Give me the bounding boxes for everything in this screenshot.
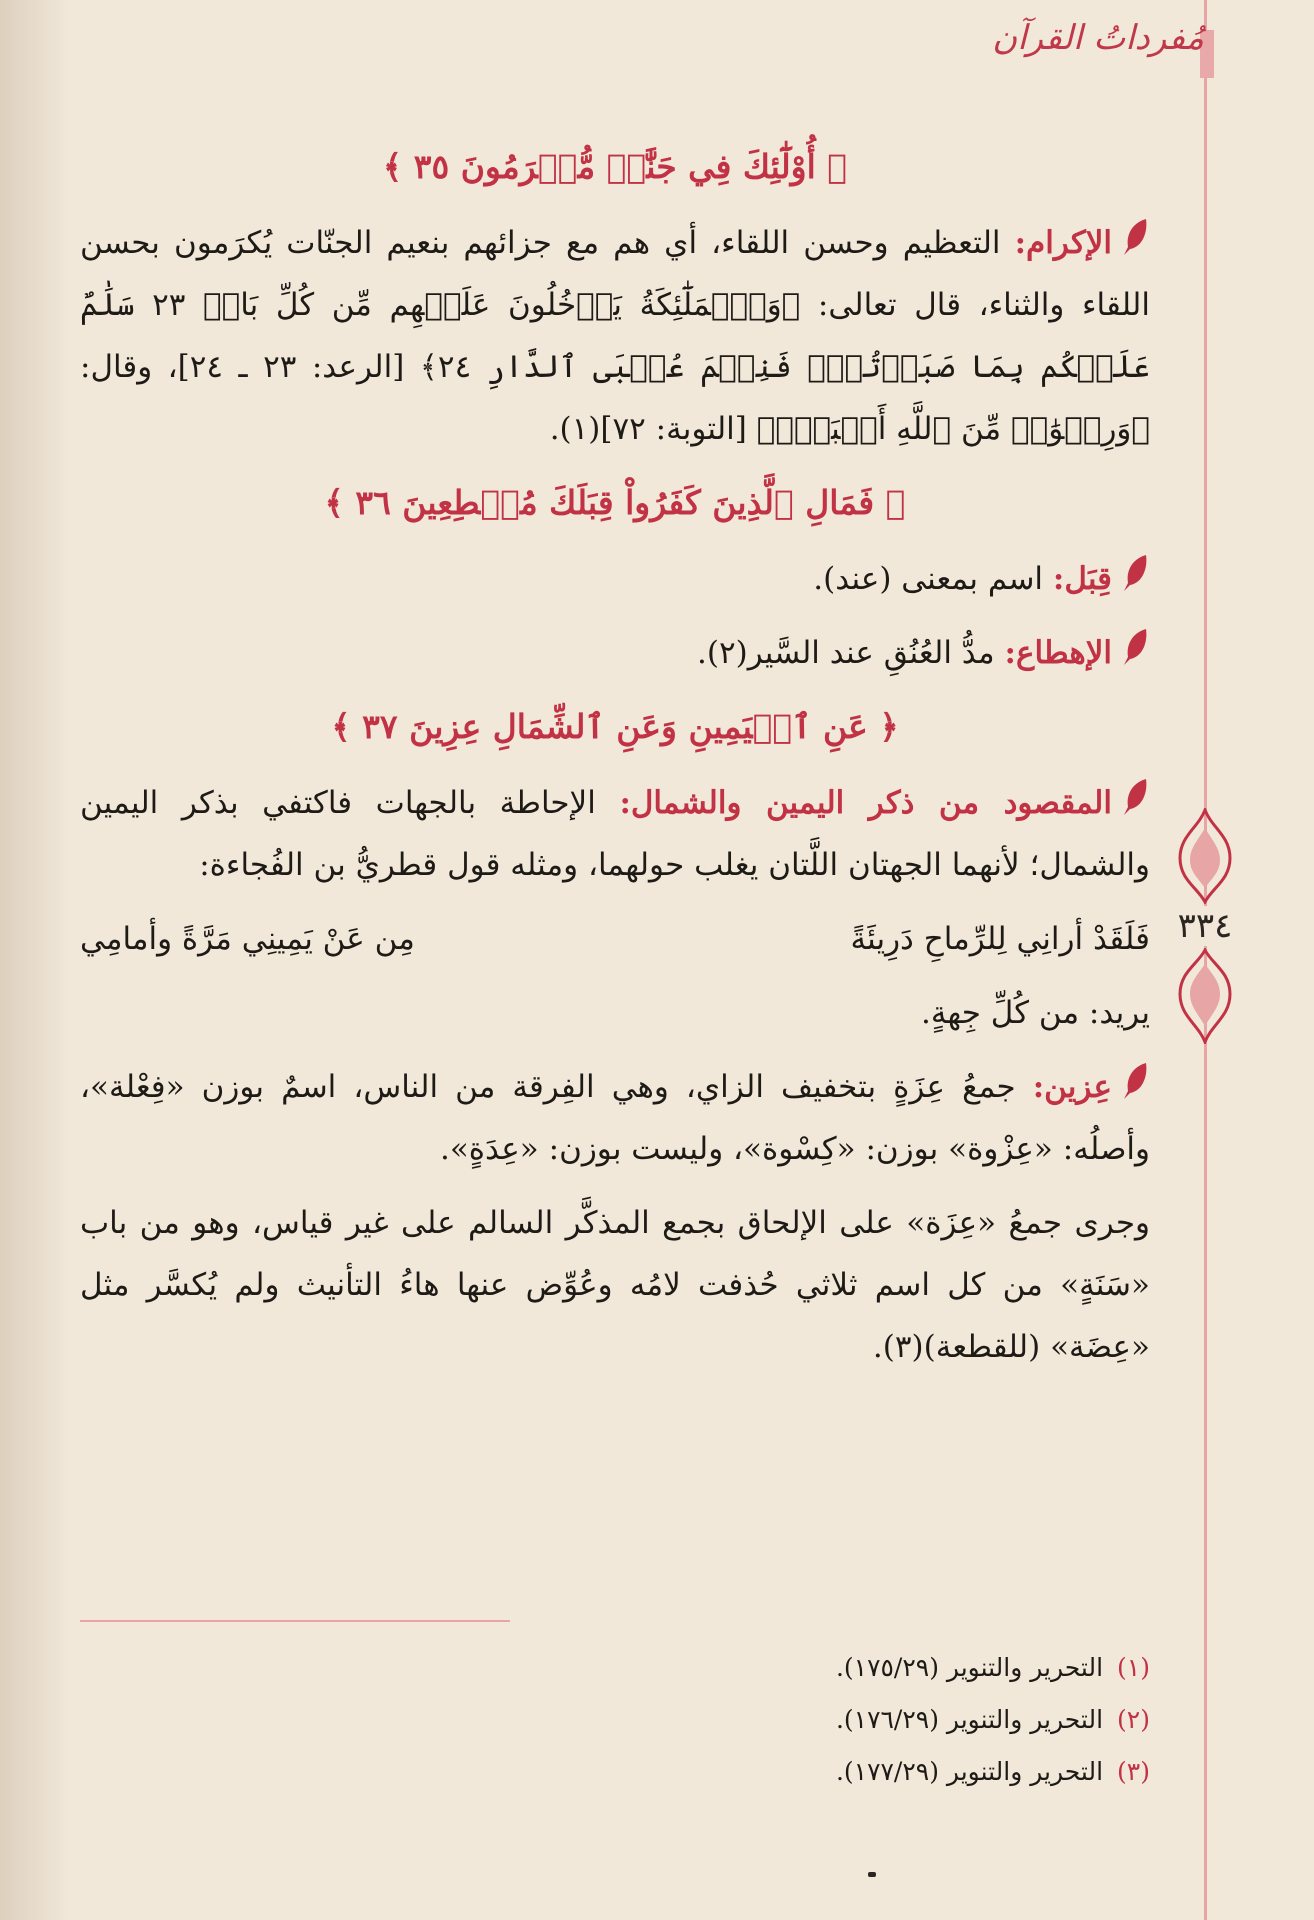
entry <box>80 1056 1150 1180</box>
page-edge-shadow <box>0 0 70 1920</box>
footnote-text: التحرير والتنوير (١٧٧/٢٩). <box>835 1757 1104 1786</box>
entry <box>80 212 1150 460</box>
entry-text: مدُّ العُنُقِ عند السَّير(٢). <box>697 635 995 671</box>
footnote-text: التحرير والتنوير (١٧٦/٢٩). <box>835 1705 1104 1734</box>
quill-icon <box>1120 777 1150 817</box>
entry <box>80 622 1150 684</box>
poem-hemistich: مِن عَنْ يَمِينِي مَرَّةً وأمامِي <box>80 921 415 957</box>
paragraph: وجرى جمعُ «عِزَة» على الإلحاق بجمع المذكَّر السالم على غير قياس، وهو من باب «سَنَةٍ» من كل اسم ثلاثي حُذفت لامُه وعُوِّض عنها هاءُ التأنيث ولم يُكسَّر مثل «عِضَة» (للقطعة)(٣). <box>80 1205 1150 1365</box>
floral-ornament-icon <box>1172 948 1238 1044</box>
footnote <box>80 1694 1150 1746</box>
ink-speck <box>868 1872 876 1877</box>
quill-icon <box>1120 627 1150 667</box>
footnotes <box>80 1642 1150 1798</box>
floral-ornament-icon <box>1172 808 1238 904</box>
footnote <box>80 1642 1150 1694</box>
quill-icon <box>1120 1061 1150 1101</box>
entry-text: التعظيم وحسن اللقاء، أي هم مع جزائهم بنعيم الجنّات يُكرَمون بحسن اللقاء والثناء، قال تعالى: ﴿وَٱلۡمَلَٰٓئِكَةُ يَدۡخُلُونَ عَلَيۡهِم مِّن كُلِّ بَابٖ ٢٣ سَلَٰمٌ عَلَيۡكُم بِمَا صَبَرۡتُمۡۚ فَنِعۡمَ عُقۡبَى ٱلدَّارِ ٢٤﴾ [الرعد: ٢٣ ـ ٢٤]، وقال: ﴿وَرِضۡوَٰنٞ مِّنَ ٱللَّهِ أَكۡبَرُۚ﴾ [التوبة: ٧٢](١). <box>80 225 1151 447</box>
verse-heading: ﴿ أُوْلَٰٓئِكَ فِي جَنَّٰتٖ مُّكۡرَمُونَ ٣٥ ﴾ <box>382 147 848 186</box>
entry-text: جمعُ عِزَةٍ بتخفيف الزاي، وهي الفِرقة من الناس، اسمٌ بوزن «فِعْلة»، وأصلُه: «عِزْوة» بوزن: «كِسْوة»، وليست بوزن: «عِدَةٍ». <box>80 1069 1150 1167</box>
page-number: ٣٣٤ <box>1166 906 1244 946</box>
page-body <box>80 130 1150 1610</box>
entry-term: المقصود من ذكر اليمين والشمال: <box>619 785 1112 821</box>
quill-icon <box>1120 217 1150 257</box>
footnote-text: التحرير والتنوير (١٧٥/٢٩). <box>835 1653 1104 1682</box>
footnote-divider <box>80 1620 510 1622</box>
footnote <box>80 1746 1150 1798</box>
entry-term: الإكرام: <box>1014 225 1113 261</box>
entry-term: قِبَل: <box>1052 561 1112 597</box>
entry-term: عِزين: <box>1032 1069 1113 1105</box>
paragraph: يريد: من كُلِّ جِهةٍ. <box>920 995 1150 1031</box>
footnote-number: (١) <box>1117 1653 1150 1682</box>
verse-heading: ﴿ فَمَالِ ٱلَّذِينَ كَفَرُواْ قِبَلَكَ مُهۡطِعِينَ ٣٦ ﴾ <box>324 483 906 522</box>
entry-term: الإهطاع: <box>1004 635 1112 671</box>
entry <box>80 548 1150 610</box>
entry <box>80 772 1150 896</box>
verse-heading: ﴿ عَنِ ٱلۡيَمِينِ وَعَنِ ٱلشِّمَالِ عِزِينَ ٣٧ ﴾ <box>331 707 899 746</box>
footnote-number: (٣) <box>1117 1757 1150 1786</box>
poem-verse <box>80 908 1150 970</box>
quill-icon <box>1120 553 1150 593</box>
entry-text: الإحاطة بالجهات فاكتفي بذكر اليمين والشمال؛ لأنهما الجهتان اللَّتان يغلب حولهما، ومثله قول قطريُّ بن الفُجاءة: <box>80 785 1150 883</box>
footnote-number: (٢) <box>1117 1705 1150 1734</box>
poem-hemistich: فَلَقَدْ أرانِي لِلرِّماحِ دَرِيئَةً <box>850 921 1150 957</box>
entry-text: اسم بمعنى (عند). <box>813 561 1044 597</box>
running-header: مُفرداتُ القرآن <box>992 18 1204 58</box>
